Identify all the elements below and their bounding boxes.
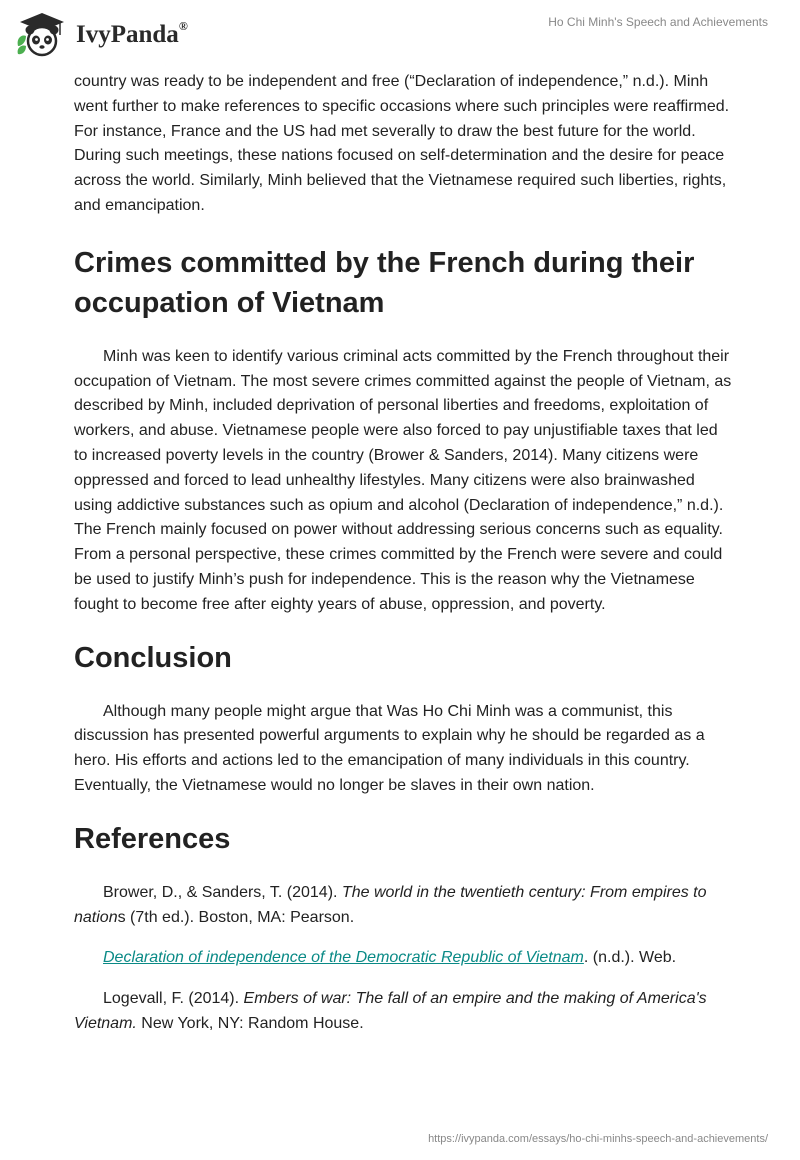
heading-crimes: Crimes committed by the French during their occupation of Vietnam (74, 246, 695, 319)
crimes-paragraph: Minh was keen to identify various criminal acts committed by the French throughout their occupation of Vietnam. The most severe crimes committed against the people of Vietnam, as described by Minh, included deprivation of personal liberties and freedoms, exploitation of workers, and abuse. Vietnamese people were also forced to pay unjustifiable taxes that led to increased poverty levels in the country (Brower & Sanders, 2014). Many citizens were oppressed and forced to lead unhealthy lifestyles. Many citizens were also brainwashed using addictive substances such as opium and alcohol (Declaration of independence,” n.d.). The French mainly focused on power without addressing serious concerns such as equality. From a personal perspective, these crimes committed by the French were severe and could be used to justify Minh’s push for independence. This is the reason why the Vietnamese fought to become free after eighty years of abuse, oppression, and poverty. (74, 347, 732, 613)
reference-item: Declaration of independence of the Democratic Republic of Vietnam. (n.d.). Web. (103, 949, 677, 967)
intro-paragraph: country was ready to be independent and free (“Declaration of independence,” n.d.). Minh went further to make references to specific occasions where such principles were reaffirmed. For instance, France and the US had met severally to draw the best future for the world. During such meetings, these nations focused on self-determination and the desire for peace across the world. Similarly, Minh believed that the Vietnamese required such liberties, rights, and emancipation. (74, 73, 730, 214)
ivypanda-logo[interactable] (14, 8, 204, 60)
brand-name: IvyPanda® (76, 19, 188, 48)
panda-graduate-icon (14, 8, 70, 60)
page-header (0, 0, 800, 70)
conclusion-paragraph: Although many people might argue that Was Ho Chi Minh was a communist, this discussion has presented powerful arguments to explain why he should be regarded as a hero. His efforts and actions led to the emancipation of many individuals in this country. Eventually, the Vietnamese would no longer be slaves in their own nation. (74, 702, 705, 794)
reference-item: Brower, D., & Sanders, T. (2014). The world in the twentieth century: From empires to nations (7th ed.). Boston, MA: Pearson. (74, 883, 707, 926)
reference-link[interactable]: Declaration of independence of the Democratic Republic of Vietnam (103, 949, 584, 967)
reference-item: Logevall, F. (2014). Embers of war: The fall of an empire and the making of America's Vietnam. New York, NY: Random House. (74, 990, 707, 1032)
article-body (74, 70, 734, 1037)
footer-url: https://ivypanda.com/essays/ho-chi-minhs-speech-and-achievements/ (428, 1133, 768, 1145)
heading-references: References (74, 822, 231, 855)
document-title: Ho Chi Minh's Speech and Achievements (548, 15, 768, 29)
heading-conclusion: Conclusion (74, 641, 232, 674)
